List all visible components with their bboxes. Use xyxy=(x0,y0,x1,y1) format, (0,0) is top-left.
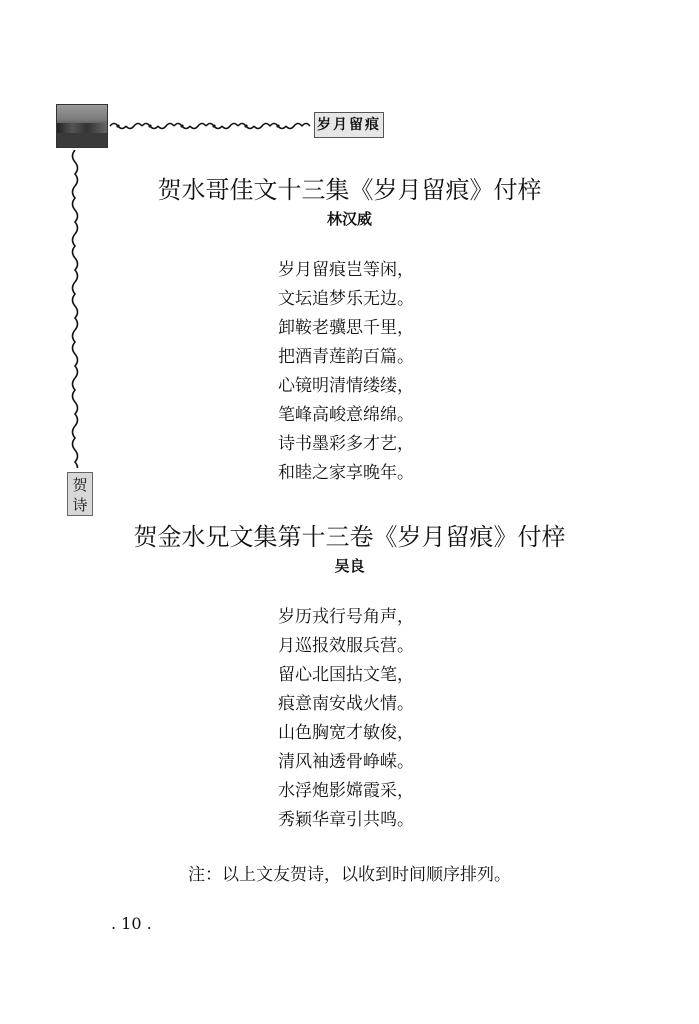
poem-title: 贺水哥佳文十三集《岁月留痕》付梓 xyxy=(157,176,542,204)
poem-line: 留心北国拈文笔， xyxy=(278,665,414,685)
section-label: 岁月留痕 xyxy=(314,112,384,138)
poem-line: 岁月留痕岂等闲， xyxy=(278,260,414,280)
poem-line: 和睦之家享晚年。 xyxy=(278,463,414,483)
poem-body xyxy=(278,256,414,488)
side-tab-char: 诗 xyxy=(72,496,88,514)
poem-line: 诗书墨彩多才艺， xyxy=(278,434,414,454)
side-tab-category xyxy=(67,472,93,516)
poem-line: 把酒青莲韵百篇。 xyxy=(278,347,414,367)
poem-line: 清风袖透骨峥嵘。 xyxy=(278,752,414,772)
poem-line: 卸鞍老骥思千里， xyxy=(278,318,414,338)
poem-line: 文坛追梦乐无边。 xyxy=(278,289,414,309)
poem-title: 贺金水兄文集第十三卷《岁月留痕》付梓 xyxy=(133,523,566,551)
poem-line: 笔峰高峻意绵绵。 xyxy=(278,405,414,425)
poem-line: 心镜明清情缕缕， xyxy=(278,376,414,396)
footnote: 注：以上文友贺诗，以收到时间顺序排列。 xyxy=(188,865,511,885)
decorative-scroll-border-top xyxy=(108,121,312,131)
poem-author: 林汉威 xyxy=(326,210,372,228)
poem-body xyxy=(278,603,414,835)
poem-line: 痕意南安战火情。 xyxy=(278,694,414,714)
poem-line: 月巡报效服兵营。 xyxy=(278,636,414,656)
landscape-photo-icon xyxy=(56,104,108,148)
poem-line: 秀颖华章引共鸣。 xyxy=(278,810,414,830)
poem-line: 岁历戎行号角声， xyxy=(278,607,414,627)
poem-line: 水浮炮影嫦霞采， xyxy=(278,781,414,801)
page-number: . 10 . xyxy=(111,914,152,933)
poem-line: 山色胸宽才敏俊， xyxy=(278,723,414,743)
poem-author: 吴良 xyxy=(334,557,365,575)
side-tab-char: 贺 xyxy=(72,476,88,494)
